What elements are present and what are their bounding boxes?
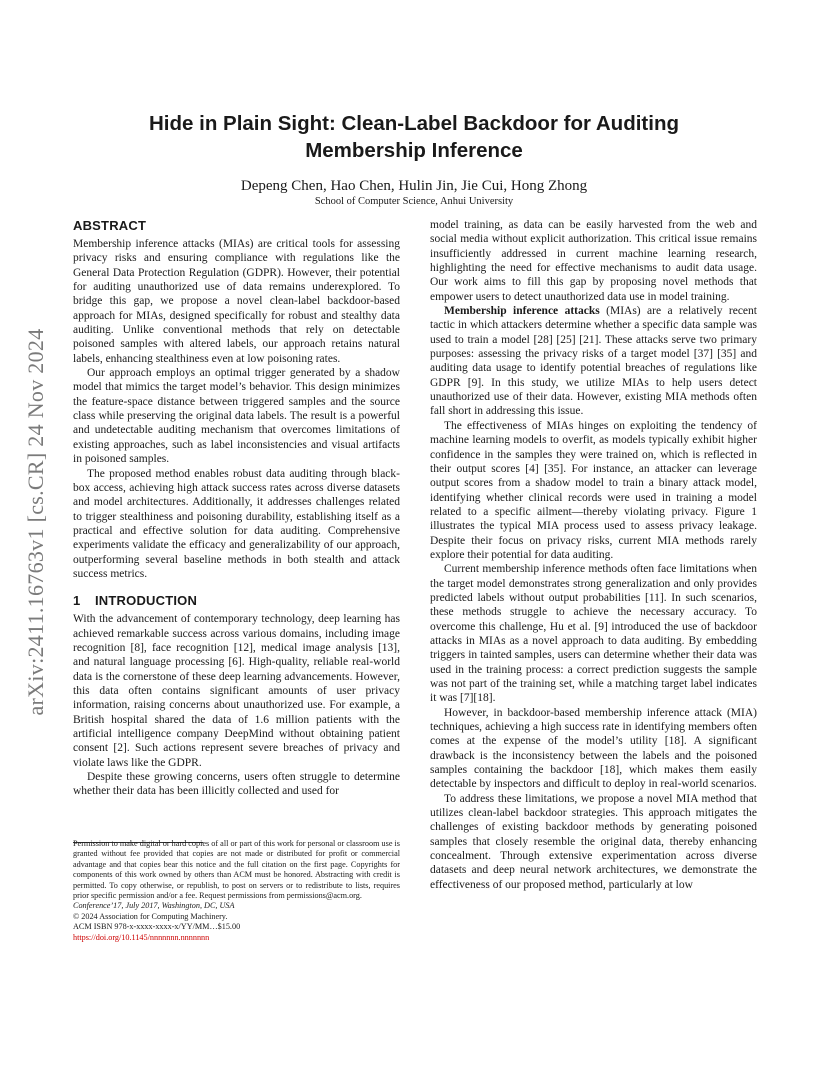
permission-notice: Permission to make digital or hard copies of all or part of this work for personal or classroom use is granted without fee provided that copies are not made or distributed for profit or commercial advantage and that copies bear this notice and the full citation on the first page. Copyrights for components of this work owned by others than ACM must be honored. Abstracting with credit is permitted. To copy otherwise, or republish, to post on servers or to redistribute to lists, requires prior specific permission and/or a fee. Request permissions from permissions@acm.org.: [73, 839, 400, 901]
conference-info: Conference’17, July 2017, Washington, DC, USA: [73, 901, 235, 911]
mia-paragraph: [430, 304, 757, 419]
intro-paragraph: However, in backdoor-based membership inference attack (MIA) techniques, achieving a high success rate in identifying members often comes at the expense of the model’s utility [18]. A significant drawback is the inconsistency between the labels and the poisoned samples containing the backdoor [18], which makes them easily detectable by inspectors and difficult to deploy in real-world scenarios.: [430, 706, 757, 791]
authors: Depeng Chen, Hao Chen, Hulin Jin, Jie Cui, Hong Zhong: [240, 178, 588, 194]
doi-link[interactable]: https://doi.org/10.1145/nnnnnnn.nnnnnnn: [73, 932, 210, 942]
section-title: INTRODUCTION: [95, 593, 198, 609]
arxiv-stamp: arXiv:2411.16763v1 [cs.CR] 24 Nov 2024: [23, 328, 48, 716]
intro-paragraph: Current membership inference methods often face limitations when the target model demonstrates strong generalization and only provides predicted labels without output probabilities [11]. In such scenarios, these methods struggle to achieve the necessary accuracy. To overcome this challenge, Hu et al. [9] introduced the use of backdoor attacks in MIAs as a novel approach to data auditing. By embedding triggers in tainted samples, users can determine whether their data was used in the training process: a correct prediction suggests the sample was not part of the training set, while a matching target label indicates it was [7][18].: [430, 563, 757, 705]
mia-term: Membership inference attacks: [444, 305, 600, 318]
right-column: [430, 218, 757, 892]
intro-paragraph: model training, as data can be easily harvested from the web and social media without explicit authorization. This critical issue remains insufficiently addressed in current machine learning research, highlighting the need for effective mechanisms to audit data usage. Our work aims to fill this gap by proposing novel methods that empower users to detect unauthorized data use in model training.: [430, 219, 757, 303]
intro-paragraph: With the advancement of contemporary technology, deep learning has achieved remarkable success across various domains, including image recognition [8], face recognition [12], medical image analysis [13], and natural language processing [6]. High-quality, reliable real-world data is the cornerstone of these deep learning advancements. However, this data often contains significant amounts of user privacy information, raising concerns about unauthorized use. For example, a British hospital shared the data of 1.6 million patients with the artificial intelligence company DeepMind without obtaining patient consent [2]. Such actions represent severe breaches of privacy and violate laws like the GDPR.: [73, 613, 400, 769]
footnote: [73, 837, 400, 943]
section-number: 1: [73, 593, 81, 609]
abstract-paragraph: Membership inference attacks (MIAs) are critical tools for assessing privacy risks and ensuring compliance with regulations like the General Data Protection Regulation (GDPR). However, their potential for auditing unauthorized use of data remains underexplored. To bridge this gap, we propose a novel clean-label backdoor-based approach for MIAs, designed specifically for robust and stealthy data auditing. Unlike conventional methods that rely on detectable poisoned samples with altered labels, our approach retains natural labels, enhancing stealthiness even at low poisoning rates.: [73, 238, 400, 365]
abstract-paragraph: The proposed method enables robust data auditing through black-box access, achieving high attack success rates across diverse datasets and model architectures. Additionally, it addresses challenges related to trigger stealthiness and poisoning durability, establishing itself as a practical and effective solution for data auditing. Comprehensive experiments validate the efficacy and generalizability of our approach, outperforming several baseline methods in both stealth and attack success metrics.: [73, 467, 400, 580]
abstract-heading: ABSTRACT: [73, 218, 147, 233]
left-column: [73, 218, 400, 799]
copyright-line: © 2024 Association for Computing Machinery.: [73, 911, 228, 921]
doi-line: [73, 933, 400, 943]
intro-paragraph: The effectiveness of MIAs hinges on exploiting the tendency of machine learning models to overfit, as models typically exhibit higher confidence in the samples they were trained on, which is reflected in their output scores [4] [35]. For instance, an attacker can leverage output scores from a shadow model to train a binary attack model, identifying whether clinical records were used in training a model related to a specific ailment—thereby violating privacy. Figure 1 illustrates the typical MIA process used to assess privacy leakage. Despite their focus on privacy risks, current MIA methods rarely explore their potential for data auditing.: [430, 419, 757, 561]
paper-title: Hide in Plain Sight: Clean-Label Backdoor for Auditing Membership Inference: [149, 112, 679, 162]
isbn-line: ACM ISBN 978-x-xxxx-xxxx-x/YY/MM…$15.00: [73, 922, 241, 932]
affiliation: School of Computer Science, Anhui University: [314, 196, 514, 207]
mia-text: (MIAs) are a relatively recent tactic in which attackers determine whether a specific data sample was used to train a model [28] [25] [21]. These attacks serve two primary purposes: assessing the privacy risks of a target model [37] [35] and auditing data usage to identify potential breaches of regulations like GDPR [9]. In this study, we utilize MIAs to help users detect unauthorized use of their data. However, existing MIA methods often fall short in addressing this issue.: [430, 305, 757, 418]
intro-paragraph: To address these limitations, we propose a novel MIA method that utilizes clean-label backdoor strategies. This approach mitigates the challenges of existing backdoor methods by generating poisoned samples that closely resemble the original data, thereby enhancing concealment. Through extensive experimentation across diverse datasets and deep neural network architectures, we demonstrate the effectiveness of our proposed method, particularly at low: [430, 792, 757, 891]
introduction-heading: [73, 593, 400, 608]
abstract-paragraph: Our approach employs an optimal trigger generated by a shadow model that mimics the target model’s behavior. This design minimizes the feature-space distance between triggered samples and the source class while preserving the original data labels. The result is a powerful and undetectable auditing mechanism that overcomes limitations of existing approaches, such as label inconsistencies and visual artifacts in poisoned samples.: [73, 367, 400, 466]
intro-paragraph: Despite these growing concerns, users often struggle to determine whether their data has been illicitly collected and used for: [73, 771, 400, 798]
